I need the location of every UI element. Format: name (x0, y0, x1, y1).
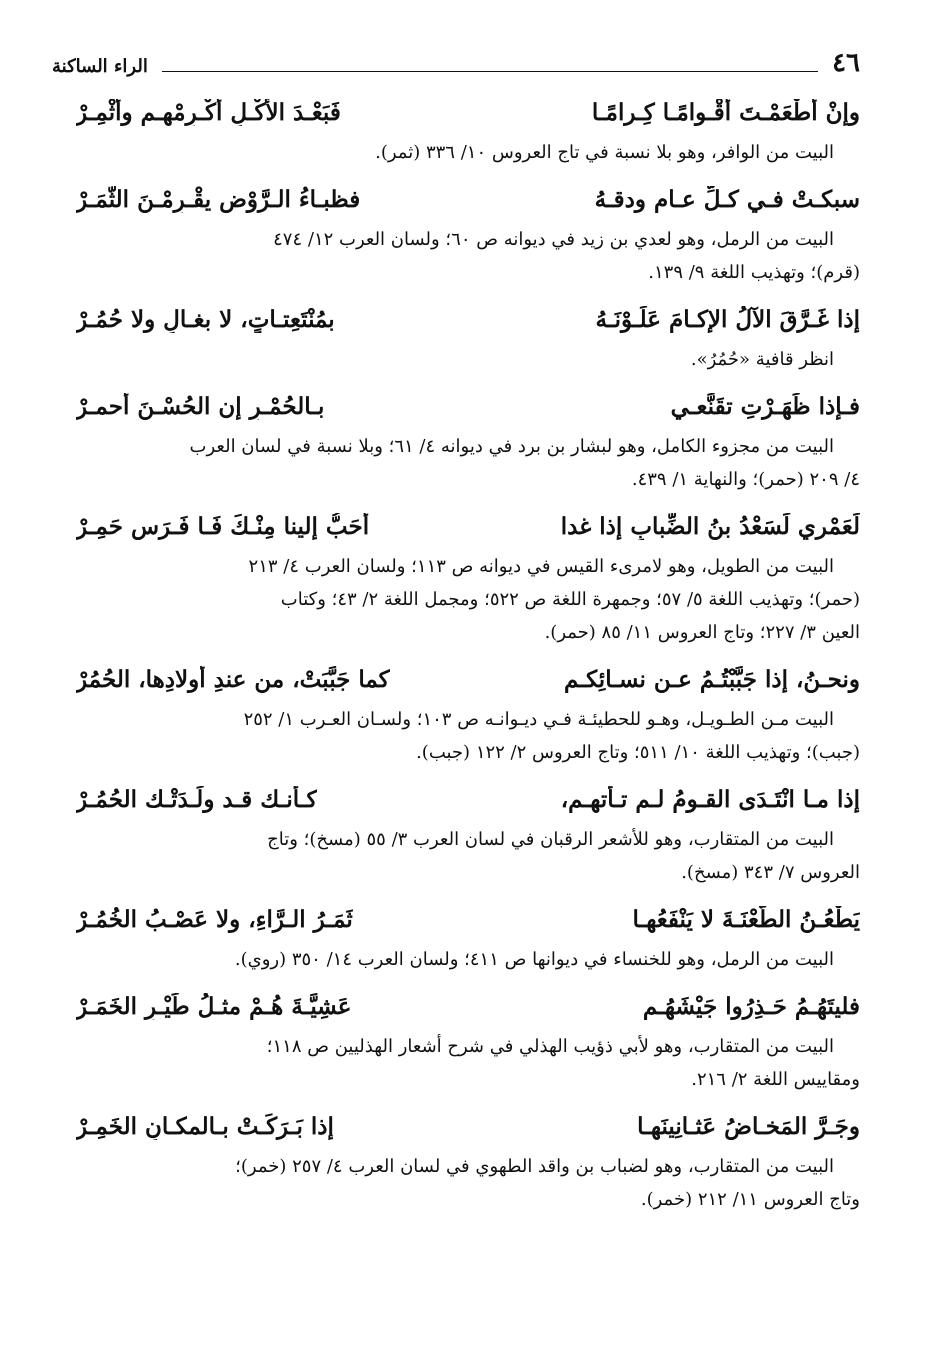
second-hemistich: إذا بَـرَكَـتْ بـالمكـانِ الخَمِـرْ (76, 1112, 334, 1140)
first-hemistich: فليتَهُـمُ حَـذِرُوا جَيْشَهُـم (642, 992, 860, 1020)
verse-entry (76, 179, 860, 289)
verse-line (76, 659, 860, 699)
second-hemistich: كما جَبَّبَتْ، من عندِ أولادِها، الحُمُرْ (76, 665, 390, 693)
verse-line (76, 779, 860, 819)
verse-line (76, 986, 860, 1026)
verse-note (76, 136, 860, 169)
verse-entry (76, 92, 860, 169)
note-line: (قرم)؛ وتهذيب اللغة ٩/ ١٣٩. (648, 262, 860, 283)
note-line: البيت مـن الطـويـل، وهـو للحطيئـة فـي ديـوانـه ص ١٠٣؛ ولسـان العـرب ١/ ٢٥٢ (243, 709, 834, 730)
second-hemistich: فَبَعْـدَ الأَكْـلِ أَكْـرِمْهـم وأَثْمِـرْ (76, 98, 341, 126)
first-hemistich: يَطْعُـنُ الطَّعْنَـةَ لا يَنْفَعُهـا (632, 905, 860, 933)
verse-entry (76, 386, 860, 496)
second-hemistich: بـالحُمْـرِ إن الحُسْـنَ أحمـرْ (76, 392, 325, 420)
verse-entry (76, 1106, 860, 1216)
verse-entry (76, 659, 860, 769)
first-hemistich: سبكـتْ فـي كـلِّ عـامٍ ودقـهُ (594, 185, 860, 213)
note-line: (جبب)؛ وتهذيب اللغة ١٠/ ٥١١؛ وتاج العروس ٢/ ١٢٢ (جبب). (416, 742, 860, 763)
verse-line (76, 506, 860, 546)
verse-note (76, 550, 860, 649)
header-rule (162, 71, 818, 72)
verse-line (76, 179, 860, 219)
note-line: البيت من المتقارب، وهو لأبي ذؤيب الهذلي في شرح أشعار الهذليين ص ١١٨؛ (266, 1036, 834, 1057)
page-header (52, 42, 860, 76)
note-line: وتاج العروس ١١/ ٢١٢ (خمر). (640, 1189, 860, 1210)
note-line: البيت من المتقارب، وهو للأشعر الرقبان في لسان العرب ٣/ ٥٥ (مسخ)؛ وتاج (267, 829, 834, 850)
verse-entry (76, 299, 860, 376)
page-content (76, 92, 860, 1226)
verse-entry (76, 506, 860, 649)
verse-line (76, 92, 860, 132)
note-line: البيت من الطويل، وهو لامرىء القيس في ديوانه ص ١١٣؛ ولسان العرب ٤/ ٢١٣ (248, 556, 834, 577)
note-line: البيت من المتقارب، وهو لضباب بن واقد الطهوي في لسان العرب ٤/ ٢٥٧ (خمر)؛ (235, 1156, 834, 1177)
first-hemistich: إذا غَـرَّقَ الآلُ الإكـامَ عَلَـوْنَـهُ (595, 305, 860, 333)
verse-note (76, 703, 860, 769)
verse-entry (76, 986, 860, 1096)
first-hemistich: وجَـرَّ المَخـاضُ عَثـانِينَهـا (637, 1112, 860, 1140)
note-line: ٤/ ٢٠٩ (حمر)؛ والنهاية ١/ ٤٣٩. (631, 469, 860, 490)
verse-note (76, 943, 860, 976)
note-line: البيت من الرمل، وهو للخنساء في ديوانها ص ٤١١؛ ولسان العرب ١٤/ ٣٥٠ (روي). (234, 949, 834, 970)
page-number: ٤٦ (832, 48, 860, 78)
second-hemistich: ثَمَـرُ الـرَّاءِ، ولا عَصْـبُ الخُمُـرْ (76, 905, 353, 933)
verse-note (76, 430, 860, 496)
first-hemistich: فـإذا ظَهَـرْتِ تقَنَّعـي (670, 392, 860, 420)
running-title: الراء الساكنة (52, 56, 148, 77)
first-hemistich: ونحـنُ، إذا جَبَّبْتُـمُ عـن نسـائِكـم (564, 665, 860, 693)
verse-line (76, 899, 860, 939)
verse-line (76, 299, 860, 339)
first-hemistich: لَعَمْري لَسَعْدُ بنُ الضِّبابِ إذا غدا (560, 512, 860, 540)
first-hemistich: إذا مـا انْتَـدَى القـومُ لـم تـأتهـم، (560, 785, 860, 813)
verse-note (76, 343, 860, 376)
verse-note (76, 823, 860, 889)
note-line: البيت من الوافر، وهو بلا نسبة في تاج العروس ١٠/ ٣٣٦ (ثمر). (375, 142, 834, 163)
verse-entry (76, 899, 860, 976)
note-line: انظر قافية «حُمُرُ». (690, 349, 834, 370)
note-line: العروس ٧/ ٣٤٣ (مسخ). (681, 862, 860, 883)
second-hemistich: بمُنْتَعِتـاتٍ، لا بغـالٍ ولا حُمُـرْ (76, 305, 335, 333)
note-line: البيت من مجزوء الكامل، وهو لبشار بن برد في ديوانه ٤/ ٦١؛ وبلا نسبة في لسان العرب (189, 436, 834, 457)
verse-note (76, 1150, 860, 1216)
note-line: (حمر)؛ وتهذيب اللغة ٥/ ٥٧؛ وجمهرة اللغة ص ٥٢٢؛ ومجمل اللغة ٢/ ٤٣؛ وكتاب (280, 589, 860, 610)
verse-line (76, 386, 860, 426)
second-hemistich: فظبـاءُ الـرَّوْضِ يقْـرِمْـنَ الثَّمَـرْ (76, 185, 361, 213)
second-hemistich: عَشِيَّـةَ هُـمْ مثـلُ طَيْـرِ الخَمَـرْ (76, 992, 352, 1020)
note-line: ومقاييس اللغة ٢/ ٢١٦. (691, 1069, 860, 1090)
verse-entry (76, 779, 860, 889)
note-line: البيت من الرمل، وهو لعدي بن زيد في ديوانه ص ٦٠؛ ولسان العرب ١٢/ ٤٧٤ (273, 229, 834, 250)
first-hemistich: وإنْ أَطْعَمْـتَ أقْـوامًـا كِـرامًـا (591, 98, 860, 126)
second-hemistich: أَحَبُّ إلينا مِنْـكَ فَـا فَـرَسٍ حَمِـرْ (76, 512, 370, 540)
verse-line (76, 1106, 860, 1146)
second-hemistich: كـأنـك قـد ولَـدَتْـك الحُمُـرْ (76, 785, 318, 813)
verse-note (76, 1030, 860, 1096)
note-line: العين ٣/ ٢٢٧؛ وتاج العروس ١١/ ٨٥ (حمر). (544, 622, 860, 643)
verse-note (76, 223, 860, 289)
